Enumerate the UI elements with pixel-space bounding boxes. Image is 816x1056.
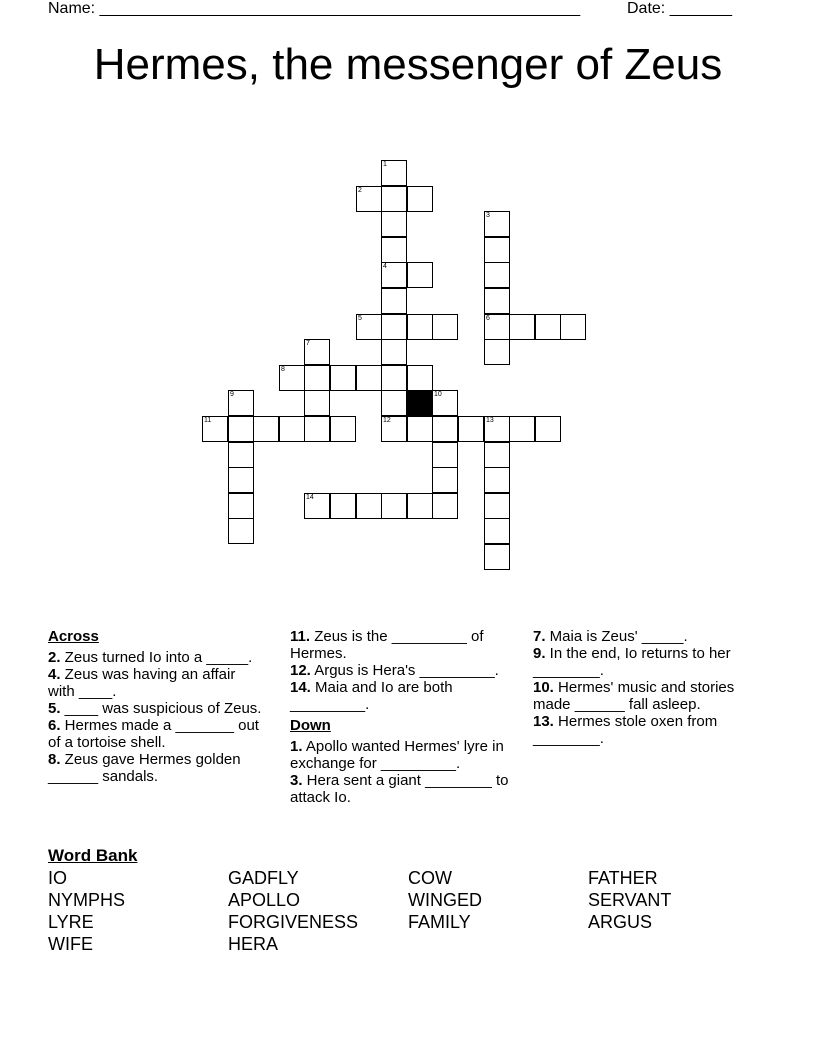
grid-cell[interactable] [509, 416, 535, 442]
grid-cell[interactable] [381, 237, 407, 263]
page-title: Hermes, the messenger of Zeus [93, 40, 723, 89]
clue-number: 7 [306, 340, 310, 347]
grid-cell[interactable] [228, 467, 254, 493]
clue-item [48, 700, 263, 717]
grid-cell[interactable] [381, 365, 407, 391]
clue-number-label: 13. [533, 713, 554, 730]
grid-cell[interactable] [304, 390, 330, 416]
grid-cell[interactable] [484, 237, 510, 263]
clue-number: 13 [486, 417, 494, 424]
clue-number: 8 [281, 366, 285, 373]
grid-cell[interactable] [484, 288, 510, 314]
clue-number-label: 9. [533, 645, 546, 662]
grid-cell[interactable] [432, 314, 458, 340]
grid-cell[interactable] [381, 262, 407, 288]
clue-number-label: 5. [48, 700, 61, 717]
clue-item [48, 751, 263, 785]
grid-cell[interactable] [535, 416, 561, 442]
grid-cell[interactable] [484, 211, 510, 237]
clue-text: Zeus gave Hermes golden ______ sandals. [48, 751, 241, 785]
grid-cell[interactable] [484, 262, 510, 288]
clue-text: Hermes' music and stories made ______ fall asleep. [533, 679, 735, 713]
grid-cell[interactable] [509, 314, 535, 340]
clue-text: Zeus was having an affair with ____. [48, 666, 236, 700]
name-line: Name: ______________________________________________________ [48, 0, 581, 17]
word-bank-word: FORGIVENESS [228, 912, 359, 932]
clue-item [48, 717, 263, 751]
grid-cell[interactable] [381, 416, 407, 442]
grid-cell[interactable] [381, 288, 407, 314]
clue-item [48, 666, 263, 700]
clue-number-label: 7. [533, 628, 546, 645]
clue-number-label: 12. [290, 662, 311, 679]
grid-cell[interactable] [560, 314, 586, 340]
grid-cell[interactable] [381, 339, 407, 365]
clue-text: Maia and Io are both _________. [290, 679, 453, 713]
clue-number-label: 11. [290, 628, 311, 645]
word-bank-word: HERA [228, 934, 279, 954]
grid-cell[interactable] [407, 186, 433, 212]
clue-text: Hermes made a _______ out of a tortoise shell. [48, 717, 259, 751]
clue-item [290, 628, 515, 662]
clue-number: 2 [358, 187, 362, 194]
grid-cell[interactable] [484, 442, 510, 468]
grid-cell[interactable] [330, 416, 356, 442]
clue-number: 6 [486, 315, 490, 322]
across-heading: Across [48, 628, 99, 645]
grid-cell[interactable] [279, 416, 305, 442]
grid-cell[interactable] [304, 365, 330, 391]
grid-cell[interactable] [202, 416, 228, 442]
word-bank-word: APOLLO [228, 890, 301, 910]
grid-cell[interactable] [330, 493, 356, 519]
word-bank-word: ARGUS [588, 912, 653, 932]
grid-cell[interactable] [484, 467, 510, 493]
grid-cell[interactable] [356, 314, 382, 340]
clue-text: Zeus turned Io into a _____. [60, 649, 253, 666]
clue-item [290, 679, 515, 713]
clue-number-label: 3. [290, 772, 303, 789]
clue-text: Argus is Hera's _________. [310, 662, 499, 679]
grid-cell[interactable] [381, 211, 407, 237]
grid-cell[interactable] [432, 493, 458, 519]
grid-cell[interactable] [432, 390, 458, 416]
grid-cell[interactable] [228, 518, 254, 544]
word-bank-word: GADFLY [228, 868, 299, 888]
grid-cell[interactable] [304, 493, 330, 519]
grid-cell[interactable] [381, 314, 407, 340]
clue-item [533, 679, 748, 713]
clue-number-label: 4. [48, 666, 61, 683]
clues-column-1 [48, 628, 263, 785]
grid-cell[interactable] [356, 186, 382, 212]
grid-cell[interactable] [407, 262, 433, 288]
down-clue-list-2 [533, 628, 748, 747]
word-bank-word: NYMPHS [48, 890, 126, 910]
clue-item [533, 645, 748, 679]
clue-number: 4 [383, 263, 387, 270]
grid-cell[interactable] [432, 416, 458, 442]
clue-number-label: 10. [533, 679, 554, 696]
grid-cell[interactable] [381, 493, 407, 519]
grid-cell[interactable] [484, 544, 510, 570]
clue-number: 12 [383, 417, 391, 424]
down-clue-list-1 [290, 738, 515, 806]
clue-number-label: 8. [48, 751, 61, 768]
word-bank-word: LYRE [48, 912, 94, 932]
clue-item [290, 662, 515, 679]
clue-text: In the end, Io returns to her ________. [533, 645, 731, 679]
clue-item [533, 628, 748, 645]
clue-number: 11 [204, 417, 212, 424]
word-bank-word: COW [408, 868, 452, 888]
grid-cell[interactable] [228, 442, 254, 468]
word-bank-column-4 [588, 867, 671, 933]
clue-number: 9 [230, 391, 234, 398]
word-bank-word: WIFE [48, 934, 93, 954]
grid-cell[interactable] [330, 365, 356, 391]
grid-cell[interactable] [228, 390, 254, 416]
clue-number-label: 14. [290, 679, 311, 696]
word-bank-word: WINGED [408, 890, 482, 910]
grid-cell[interactable] [304, 416, 330, 442]
grid-cell[interactable] [432, 442, 458, 468]
grid-cell[interactable] [279, 365, 305, 391]
clue-number-label: 2. [48, 649, 61, 666]
clue-number-label: 6. [48, 717, 61, 734]
grid-cell[interactable] [356, 493, 382, 519]
grid-cell[interactable] [407, 365, 433, 391]
grid-cell[interactable] [228, 493, 254, 519]
grid-cell[interactable] [484, 314, 510, 340]
grid-cell[interactable] [484, 518, 510, 544]
grid-cell[interactable] [484, 416, 510, 442]
grid-cell[interactable] [253, 416, 279, 442]
grid-cell[interactable] [484, 493, 510, 519]
clue-text: Hera sent a giant ________ to attack Io. [290, 772, 509, 806]
clue-text: ____ was suspicious of Zeus. [60, 700, 262, 717]
grid-cell[interactable] [381, 160, 407, 186]
grid-cell[interactable] [304, 339, 330, 365]
clue-number: 5 [358, 315, 362, 322]
word-bank-heading: Word Bank [48, 846, 138, 865]
grid-cell[interactable] [407, 314, 433, 340]
grid-cell[interactable] [432, 467, 458, 493]
clue-text: Hermes stole oxen from ________. [533, 713, 718, 747]
word-bank-column-1 [48, 867, 125, 955]
date-line: Date: _______ [627, 0, 732, 17]
clue-item [290, 772, 515, 806]
grid-cell[interactable] [228, 416, 254, 442]
clues-column-2 [290, 628, 515, 806]
word-bank-word: FATHER [588, 868, 658, 888]
clue-number: 10 [434, 391, 442, 398]
grid-cell[interactable] [381, 390, 407, 416]
grid-block-cell [407, 390, 433, 416]
down-heading: Down [290, 717, 331, 734]
clue-number: 1 [383, 161, 387, 168]
clue-text: Apollo wanted Hermes' lyre in exchange for _________. [290, 738, 504, 772]
grid-cell[interactable] [407, 493, 433, 519]
word-bank-word: FAMILY [408, 912, 471, 932]
grid-cell[interactable] [535, 314, 561, 340]
word-bank-word: SERVANT [588, 890, 672, 910]
clue-number-label: 1. [290, 738, 303, 755]
clue-item [533, 713, 748, 747]
clue-text: Maia is Zeus' _____. [545, 628, 688, 645]
word-bank-column-2 [228, 867, 358, 955]
grid-cell[interactable] [484, 339, 510, 365]
grid-cell[interactable] [458, 416, 484, 442]
grid-cell[interactable] [356, 365, 382, 391]
clue-number: 14 [306, 494, 314, 501]
grid-cell[interactable] [407, 416, 433, 442]
clue-text: Zeus is the _________ of Hermes. [290, 628, 484, 662]
word-bank-column-3 [408, 867, 482, 933]
across-clue-list-1 [48, 649, 263, 785]
clues-column-3 [533, 628, 748, 747]
grid-cell[interactable] [381, 186, 407, 212]
word-bank-word: IO [48, 868, 68, 888]
clue-item [290, 738, 515, 772]
clue-number: 3 [486, 212, 490, 219]
across-clue-list-2 [290, 628, 515, 713]
clue-item [48, 649, 263, 666]
